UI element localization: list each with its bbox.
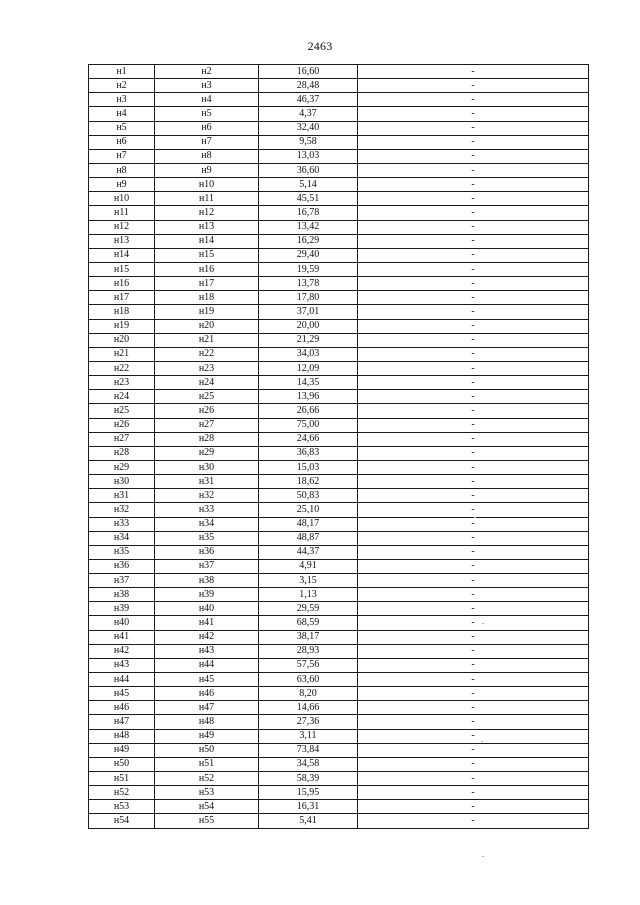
table-row [89,376,589,390]
distance-cell: 28,48 [259,79,358,93]
table-row [89,559,589,573]
from-point-cell: н49 [89,743,155,757]
scan-speck [474,517,476,518]
distance-cell: 28,93 [259,644,358,658]
points-table [88,64,589,829]
from-point-cell: н42 [89,644,155,658]
to-point-cell: н18 [155,291,259,305]
table-row [89,630,589,644]
from-point-cell: н21 [89,347,155,361]
page-number: 2463 [307,39,333,53]
mark-cell: - [358,163,589,177]
table-row [89,206,589,220]
scan-speck [482,623,484,624]
from-point-cell: н30 [89,475,155,489]
distance-cell: 16,31 [259,800,358,814]
to-point-cell: н26 [155,404,259,418]
to-point-cell: н17 [155,277,259,291]
mark-cell: - [358,772,589,786]
to-point-cell: н32 [155,489,259,503]
mark-cell: - [358,658,589,672]
distance-cell: 5,41 [259,814,358,828]
to-point-cell: н35 [155,531,259,545]
to-point-cell: н20 [155,319,259,333]
distance-cell: 14,35 [259,376,358,390]
from-point-cell: н36 [89,559,155,573]
to-point-cell: н11 [155,192,259,206]
mark-cell: - [358,291,589,305]
distance-cell: 73,84 [259,743,358,757]
to-point-cell: н29 [155,446,259,460]
table-row [89,305,589,319]
table-row [89,786,589,800]
from-point-cell: н37 [89,574,155,588]
mark-cell: - [358,687,589,701]
to-point-cell: н7 [155,135,259,149]
to-point-cell: н33 [155,503,259,517]
from-point-cell: н43 [89,658,155,672]
mark-cell: - [358,489,589,503]
to-point-cell: н52 [155,772,259,786]
to-point-cell: н46 [155,687,259,701]
table-row [89,65,589,79]
table-row [89,149,589,163]
distance-cell: 34,58 [259,757,358,771]
table-row [89,178,589,192]
from-point-cell: н2 [89,79,155,93]
to-point-cell: н22 [155,347,259,361]
to-point-cell: н13 [155,220,259,234]
distance-cell: 48,17 [259,517,358,531]
distance-cell: 3,15 [259,574,358,588]
table-body [89,65,589,829]
distance-cell: 46,37 [259,93,358,107]
mark-cell: - [358,220,589,234]
mark-cell: - [358,93,589,107]
to-point-cell: н49 [155,729,259,743]
distance-cell: 37,01 [259,305,358,319]
table-row [89,800,589,814]
to-point-cell: н53 [155,786,259,800]
distance-cell: 45,51 [259,192,358,206]
to-point-cell: н50 [155,743,259,757]
distance-cell: 13,96 [259,390,358,404]
from-point-cell: н34 [89,531,155,545]
from-point-cell: н25 [89,404,155,418]
distance-cell: 27,36 [259,715,358,729]
mark-cell: - [358,786,589,800]
mark-cell: - [358,234,589,248]
to-point-cell: н27 [155,418,259,432]
from-point-cell: н14 [89,248,155,262]
from-point-cell: н19 [89,319,155,333]
mark-cell: - [358,121,589,135]
distance-cell: 36,83 [259,446,358,460]
distance-cell: 75,00 [259,418,358,432]
from-point-cell: н8 [89,163,155,177]
table-row [89,79,589,93]
table-row [89,460,589,474]
mark-cell: - [358,757,589,771]
from-point-cell: н17 [89,291,155,305]
mark-cell: - [358,361,589,375]
table-row [89,658,589,672]
distance-cell: 12,09 [259,361,358,375]
distance-cell: 4,37 [259,107,358,121]
table-row [89,107,589,121]
to-point-cell: н45 [155,673,259,687]
table-row [89,757,589,771]
mark-cell: - [358,262,589,276]
to-point-cell: н43 [155,644,259,658]
table-row [89,616,589,630]
to-point-cell: н55 [155,814,259,828]
mark-cell: - [358,192,589,206]
mark-cell: - [358,814,589,828]
from-point-cell: н38 [89,588,155,602]
mark-cell: - [358,333,589,347]
mark-cell: - [358,616,589,630]
from-point-cell: н53 [89,800,155,814]
to-point-cell: н54 [155,800,259,814]
distance-cell: 13,03 [259,149,358,163]
distance-cell: 32,40 [259,121,358,135]
to-point-cell: н30 [155,460,259,474]
table-row [89,135,589,149]
to-point-cell: н23 [155,361,259,375]
to-point-cell: н6 [155,121,259,135]
to-point-cell: н12 [155,206,259,220]
mark-cell: - [358,588,589,602]
to-point-cell: н19 [155,305,259,319]
distance-cell: 68,59 [259,616,358,630]
table-row [89,772,589,786]
from-point-cell: н4 [89,107,155,121]
from-point-cell: н29 [89,460,155,474]
from-point-cell: н39 [89,602,155,616]
from-point-cell: н16 [89,277,155,291]
distance-cell: 57,56 [259,658,358,672]
to-point-cell: н15 [155,248,259,262]
table-row [89,701,589,715]
to-point-cell: н28 [155,432,259,446]
mark-cell: - [358,574,589,588]
mark-cell: - [358,644,589,658]
distance-cell: 26,66 [259,404,358,418]
from-point-cell: н47 [89,715,155,729]
from-point-cell: н51 [89,772,155,786]
distance-cell: 63,60 [259,673,358,687]
mark-cell: - [358,65,589,79]
table-row [89,489,589,503]
to-point-cell: н41 [155,616,259,630]
from-point-cell: н52 [89,786,155,800]
table-row [89,93,589,107]
to-point-cell: н25 [155,390,259,404]
distance-cell: 24,66 [259,432,358,446]
to-point-cell: н31 [155,475,259,489]
distance-cell: 5,14 [259,178,358,192]
table-row [89,574,589,588]
table-row [89,248,589,262]
distance-cell: 58,39 [259,772,358,786]
distance-cell: 16,78 [259,206,358,220]
mark-cell: - [358,460,589,474]
distance-cell: 20,00 [259,319,358,333]
from-point-cell: н1 [89,65,155,79]
table-row [89,333,589,347]
mark-cell: - [358,135,589,149]
distance-cell: 19,59 [259,262,358,276]
mark-cell: - [358,347,589,361]
distance-cell: 9,58 [259,135,358,149]
mark-cell: - [358,559,589,573]
to-point-cell: н10 [155,178,259,192]
table-row [89,588,589,602]
mark-cell: - [358,248,589,262]
mark-cell: - [358,149,589,163]
table-row [89,418,589,432]
to-point-cell: н9 [155,163,259,177]
table-row [89,277,589,291]
mark-cell: - [358,376,589,390]
distance-cell: 14,66 [259,701,358,715]
table-row [89,545,589,559]
distance-cell: 29,40 [259,248,358,262]
from-point-cell: н45 [89,687,155,701]
to-point-cell: н36 [155,545,259,559]
mark-cell: - [358,715,589,729]
table-row [89,121,589,135]
from-point-cell: н35 [89,545,155,559]
from-point-cell: н27 [89,432,155,446]
from-point-cell: н24 [89,390,155,404]
to-point-cell: н34 [155,517,259,531]
mark-cell: - [358,206,589,220]
distance-cell: 50,83 [259,489,358,503]
table-row [89,743,589,757]
distance-cell: 25,10 [259,503,358,517]
distance-cell: 36,60 [259,163,358,177]
distance-cell: 13,42 [259,220,358,234]
to-point-cell: н51 [155,757,259,771]
table-row [89,361,589,375]
from-point-cell: н6 [89,135,155,149]
from-point-cell: н3 [89,93,155,107]
from-point-cell: н46 [89,701,155,715]
table-row [89,814,589,828]
from-point-cell: н20 [89,333,155,347]
mark-cell: - [358,630,589,644]
table-row [89,404,589,418]
to-point-cell: н4 [155,93,259,107]
scan-speck [481,741,483,742]
to-point-cell: н16 [155,262,259,276]
to-point-cell: н40 [155,602,259,616]
from-point-cell: н44 [89,673,155,687]
table-row [89,163,589,177]
mark-cell: - [358,545,589,559]
mark-cell: - [358,701,589,715]
table-row [89,291,589,305]
distance-cell: 29,59 [259,602,358,616]
distance-cell: 8,20 [259,687,358,701]
distance-cell: 44,37 [259,545,358,559]
from-point-cell: н12 [89,220,155,234]
table-row [89,687,589,701]
distance-cell: 4,91 [259,559,358,573]
distance-cell: 13,78 [259,277,358,291]
from-point-cell: н54 [89,814,155,828]
table-row [89,347,589,361]
to-point-cell: н38 [155,574,259,588]
from-point-cell: н28 [89,446,155,460]
distance-cell: 18,62 [259,475,358,489]
table-row [89,673,589,687]
distance-cell: 15,95 [259,786,358,800]
table-row [89,729,589,743]
from-point-cell: н41 [89,630,155,644]
from-point-cell: н13 [89,234,155,248]
table-row [89,517,589,531]
from-point-cell: н33 [89,517,155,531]
mark-cell: - [358,319,589,333]
from-point-cell: н10 [89,192,155,206]
to-point-cell: н39 [155,588,259,602]
mark-cell: - [358,729,589,743]
to-point-cell: н48 [155,715,259,729]
mark-cell: - [358,178,589,192]
table-row [89,602,589,616]
mark-cell: - [358,475,589,489]
distance-cell: 34,03 [259,347,358,361]
from-point-cell: н18 [89,305,155,319]
mark-cell: - [358,800,589,814]
to-point-cell: н37 [155,559,259,573]
to-point-cell: н47 [155,701,259,715]
table-row [89,531,589,545]
from-point-cell: н40 [89,616,155,630]
distance-cell: 3,11 [259,729,358,743]
to-point-cell: н14 [155,234,259,248]
table-row [89,390,589,404]
table-row [89,319,589,333]
mark-cell: - [358,531,589,545]
table-row [89,446,589,460]
to-point-cell: н44 [155,658,259,672]
from-point-cell: н15 [89,262,155,276]
from-point-cell: н7 [89,149,155,163]
mark-cell: - [358,404,589,418]
mark-cell: - [358,79,589,93]
from-point-cell: н5 [89,121,155,135]
mark-cell: - [358,743,589,757]
from-point-cell: н9 [89,178,155,192]
mark-cell: - [358,432,589,446]
table-row [89,192,589,206]
table-row [89,715,589,729]
from-point-cell: н22 [89,361,155,375]
mark-cell: - [358,107,589,121]
scan-speck [482,856,484,857]
table-row [89,234,589,248]
distance-cell: 48,87 [259,531,358,545]
mark-cell: - [358,517,589,531]
from-point-cell: н31 [89,489,155,503]
distance-cell: 16,60 [259,65,358,79]
mark-cell: - [358,673,589,687]
distance-cell: 38,17 [259,630,358,644]
from-point-cell: н48 [89,729,155,743]
table-row [89,475,589,489]
to-point-cell: н5 [155,107,259,121]
mark-cell: - [358,277,589,291]
table-row [89,262,589,276]
distance-cell: 17,80 [259,291,358,305]
mark-cell: - [358,390,589,404]
table-row [89,432,589,446]
mark-cell: - [358,503,589,517]
mark-cell: - [358,418,589,432]
from-point-cell: н23 [89,376,155,390]
mark-cell: - [358,602,589,616]
distance-cell: 15,03 [259,460,358,474]
to-point-cell: н8 [155,149,259,163]
to-point-cell: н21 [155,333,259,347]
table-row [89,503,589,517]
to-point-cell: н42 [155,630,259,644]
to-point-cell: н24 [155,376,259,390]
mark-cell: - [358,305,589,319]
table-row [89,644,589,658]
distance-cell: 21,29 [259,333,358,347]
to-point-cell: н2 [155,65,259,79]
from-point-cell: н11 [89,206,155,220]
distance-cell: 16,29 [259,234,358,248]
distance-cell: 1,13 [259,588,358,602]
to-point-cell: н3 [155,79,259,93]
from-point-cell: н50 [89,757,155,771]
from-point-cell: н26 [89,418,155,432]
mark-cell: - [358,446,589,460]
table-row [89,220,589,234]
from-point-cell: н32 [89,503,155,517]
